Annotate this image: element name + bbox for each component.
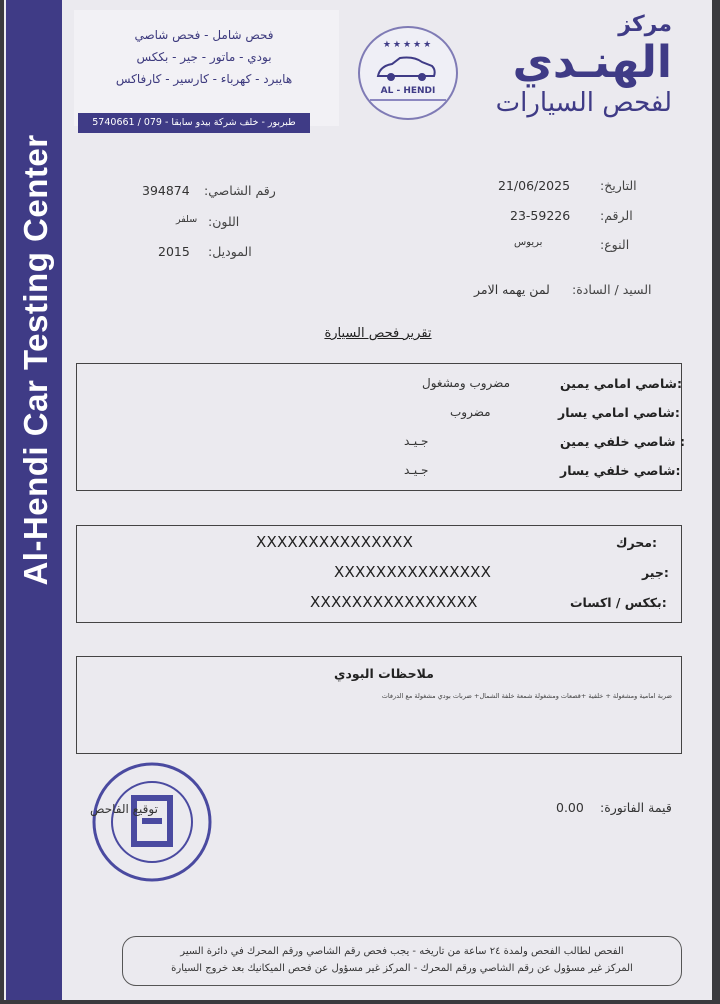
services-line: بودي - ماتور - جير - بككس xyxy=(136,50,272,64)
address-bar: طبربور - خلف شركة بيدو سابقا - 079 / 5740661 xyxy=(78,113,310,133)
chassis-value: 394874 xyxy=(142,183,190,198)
report-sheet xyxy=(4,0,712,1000)
footer-line: الفحص لطالب الفحص ولمدة ٢٤ ساعة من تاريخه - يجب فحص رقم الشاصي ورقم المحرك في دائرة السير xyxy=(180,946,624,957)
examiner-signature-label: توقيع الفاحص xyxy=(90,802,158,816)
number-value: 23-59226 xyxy=(510,208,571,223)
brand-sub: لفحص السيارات xyxy=(495,88,672,118)
number-label: الرقم: xyxy=(600,208,633,223)
chassis-row-value: جـيـد xyxy=(404,434,429,448)
recipient-value: لمن يهمه الامر xyxy=(474,282,550,297)
invoice-value: 0.00 xyxy=(556,800,584,815)
engine-value: XXXXXXXXXXXXXXX xyxy=(256,533,414,551)
footer-disclaimer xyxy=(122,936,682,986)
date-value: 21/06/2025 xyxy=(498,178,571,193)
body-notes-text: ضربة امامية ومشغولة + خلفية +قصعات ومشغولة شمعة خلفة الشمال+ ضربات بودي مشغولة مع الدرفات xyxy=(381,692,672,700)
type-value: بريوس xyxy=(514,237,543,248)
services-line: فحص شامل - فحص شاصي xyxy=(134,28,274,42)
chassis-row-label: شاصي امامي يسار: xyxy=(558,405,680,420)
chassis-row-value: مضروب xyxy=(450,405,491,419)
logo-underline xyxy=(370,99,446,101)
color-label: اللون: xyxy=(208,214,240,229)
body-notes-title: ملاحظات البودي xyxy=(334,666,434,681)
brand-main: الهنـدي xyxy=(512,37,672,88)
chassis-row-label: شاصي خلفي يمين : xyxy=(560,434,685,449)
date-label: التاريخ: xyxy=(600,178,637,193)
logo-name: AL - HENDI xyxy=(380,86,436,96)
brand-title xyxy=(496,12,672,118)
recipient-label: السيد / السادة: xyxy=(572,282,652,297)
axle-value: XXXXXXXXXXXXXXXX xyxy=(310,593,478,611)
footer-line: المركز غير مسؤول عن رقم الشاصي ورقم المحرك - المركز غير مسؤول عن فحص الميكانيك بعد خروج السيارة xyxy=(171,963,633,974)
report-title: تقرير فحص السيارة xyxy=(324,326,432,341)
chassis-row-value: جـيـد xyxy=(404,463,429,477)
gear-value: XXXXXXXXXXXXXXX xyxy=(334,563,492,581)
model-value: 2015 xyxy=(158,244,190,259)
services-list xyxy=(84,24,324,90)
axle-label: بككس / اكسات: xyxy=(570,595,667,610)
color-value: سلفر xyxy=(176,214,198,225)
gear-label: جير: xyxy=(642,565,669,580)
services-line: هايبرد - كهرباء - كارسير - كارفاكس xyxy=(115,72,293,86)
chassis-label: رقم الشاصي: xyxy=(204,183,276,198)
logo-stars-icon: ★★★★★ xyxy=(382,40,434,50)
invoice-label: قيمة الفاتورة: xyxy=(600,800,672,815)
chassis-row-label: شاصي خلفي يسار: xyxy=(560,463,681,478)
company-stamp-icon xyxy=(90,760,214,884)
side-banner xyxy=(6,0,62,1000)
car-icon xyxy=(374,52,438,84)
chassis-row-value: مضروب ومشغول xyxy=(422,376,510,390)
type-label: النوع: xyxy=(600,237,630,252)
side-banner-text: Al-Hendi Car Testing Center xyxy=(17,134,54,586)
chassis-row-label: شاصي امامي يمين: xyxy=(560,376,682,391)
brand-top: مركز xyxy=(618,12,672,37)
engine-label: محرك: xyxy=(616,535,657,550)
logo xyxy=(358,26,458,120)
model-label: الموديل: xyxy=(208,244,252,259)
